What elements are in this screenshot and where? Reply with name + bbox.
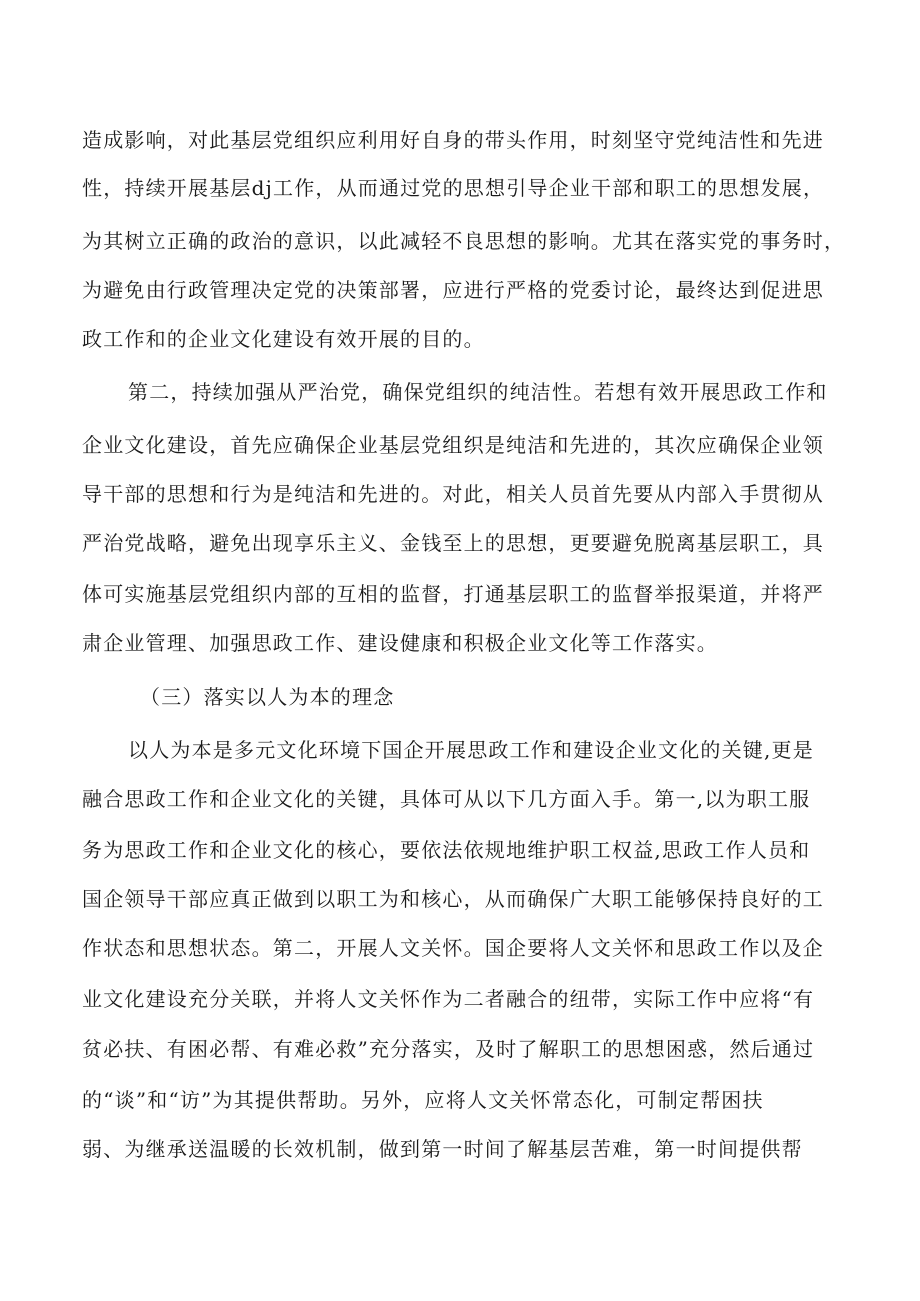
paragraph-1-line-5: 政工作和的企业文化建设有效开展的目的。 — [82, 327, 485, 351]
paragraph-3-line-3: 务为思政工作和企业文化的核心，要依法依规地维护职工权益,思政工作人员和 — [82, 838, 811, 862]
paragraph-1-line-1: 造成影响，对此基层党组织应利用好自身的带头作用，时刻坚守党纯洁性和先进 — [82, 128, 824, 152]
paragraph-1-line-4: 为避免由行政管理决定党的决策部署，应进行严格的党委讨论，最终达到促进思 — [82, 278, 824, 302]
paragraph-1-line-3: 为其树立正确的政治的意识，以此减轻不良思想的影响。尤其在落实党的事务时， — [82, 229, 846, 253]
paragraph-2-line-3: 导干部的思想和行为是纯洁和先进的。对此，相关人员首先要从内部入手贯彻从 — [82, 482, 824, 506]
section-heading: （三）落实以人为本的理念 — [140, 685, 395, 709]
paragraph-3-line-1: 以人为本是多元文化环境下国企开展思政工作和建设企业文化的关键,更是 — [128, 738, 814, 762]
paragraph-2-line-2: 企业文化建设，首先应确保企业基层党组织是纯洁和先进的，其次应确保企业领 — [82, 433, 824, 457]
paragraph-2-line-6: 肃企业管理、加强思政工作、建设健康和积极企业文化等工作落实。 — [82, 631, 718, 655]
paragraph-3-line-8: 的“谈”和“访”为其提供帮助。另外，应将人文关怀常态化，可制定帮困扶 — [82, 1088, 764, 1112]
paragraph-3-line-4: 国企领导干部应真正做到以职工为和核心，从而确保广大职工能够保持良好的工 — [82, 887, 824, 911]
paragraph-2-line-5: 体可实施基层党组织内部的互相的监督，打通基层职工的监督举报渠道，并将严 — [82, 582, 824, 606]
paragraph-3-line-6: 业文化建设充分关联，并将人文关怀作为二者融合的纽带，实际工作中应将“有 — [82, 987, 815, 1011]
paragraph-3-line-9: 弱、为继承送温暖的长效机制，做到第一时间了解基层苦难，第一时间提供帮 — [82, 1137, 803, 1161]
paragraph-1-line-2: 性，持续开展基层dj工作，从而通过党的思想引导企业干部和职工的思想发展， — [82, 176, 825, 200]
paragraph-3-line-5: 作状态和思想状态。第二，开展人文关怀。国企要将人文关怀和思政工作以及企 — [82, 936, 824, 960]
paragraph-2-line-1: 第二，持续加强从严治党，确保党组织的纯洁性。若想有效开展思政工作和 — [128, 380, 828, 404]
paragraph-3-line-7: 贫必扶、有困必帮、有难必救”充分落实，及时了解职工的思想困惑，然后通过 — [82, 1037, 815, 1061]
paragraph-2-line-4: 严治党战略，避免出现享乐主义、金钱至上的思想，更要避免脱离基层职工，具 — [82, 531, 824, 555]
paragraph-3-line-2: 融合思政工作和企业文化的关键，具体可从以下几方面入手。第一,以为职工服 — [82, 787, 811, 811]
